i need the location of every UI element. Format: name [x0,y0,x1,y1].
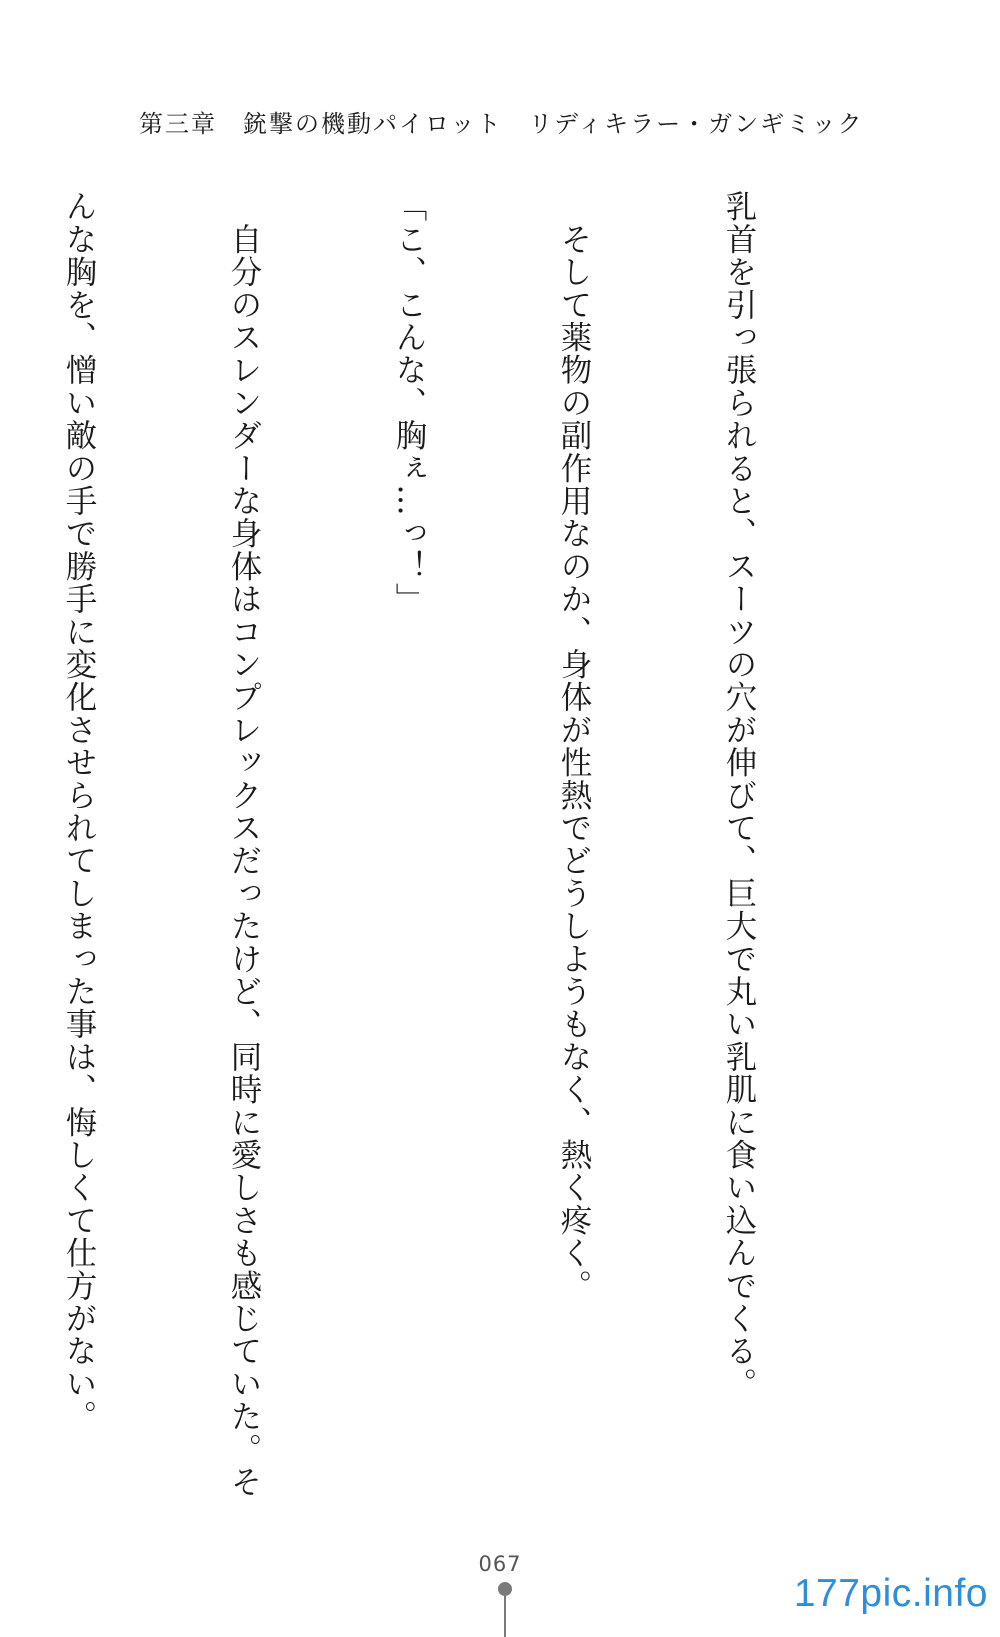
running-header: 第三章 銃撃の機動パイロット リディキラー・ガンギミック [139,110,864,138]
watermark-logo: 177pic.info [793,1572,988,1615]
ornament-dot [498,1582,512,1596]
text-line: そして薬物の副作用なのか、身体が性熱でどうしようもなく、熱く疼く。 [556,190,592,1302]
footer-ornament [495,1582,515,1637]
text-line: 乳首を引っ張られると、スーツの穴が伸びて、巨大で丸い乳肌に食い込んでくる。 [721,190,757,1400]
page-number: 067 [478,1552,522,1576]
ornament-line [504,1596,506,1637]
text-line: 「こ、こんな、胸ぇ…っ！」 [391,190,427,616]
text-line: んな胸を、憎い敵の手で勝手に変化させられてしまった事は、悔しくて仕方がない。 [61,190,97,1433]
body-text [0,190,876,1498]
text-line: 自分のスレンダーな身体はコンプレックスだったけど、同時に愛しさも感じていた。そ [226,190,262,1498]
